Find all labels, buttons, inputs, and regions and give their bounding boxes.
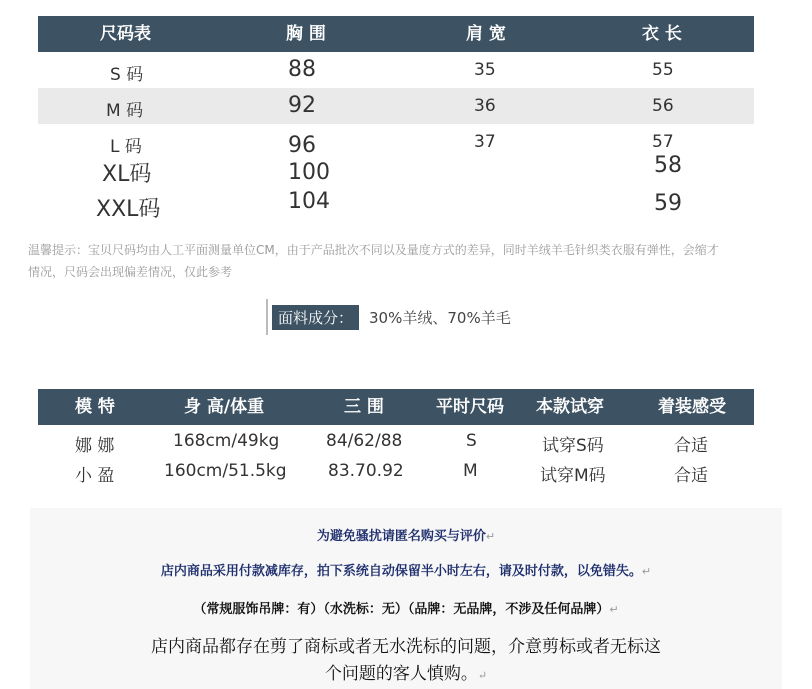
model-cell: 合适 (674, 436, 708, 456)
model-cell: 84/62/88 (326, 431, 403, 451)
fabric-label: 面料成分： (272, 305, 359, 330)
notice-labels-line2 (0, 659, 812, 684)
size-table-header (38, 16, 754, 52)
size-note-line1: 温馨提示：宝贝尺码均由人工平面测量单位CM，由于产品批次不同以及量度方式的差异，同时羊绒羊毛针织类衣服有弹性，会缩才 (28, 243, 719, 257)
size-cell: 96 (288, 133, 316, 158)
size-cell: L 码 (110, 137, 142, 157)
size-cell: 58 (654, 153, 682, 178)
size-header-length: 衣 长 (642, 24, 682, 44)
model-header-tried-size: 本款试穿 (536, 397, 604, 417)
model-cell: 娜 娜 (75, 436, 115, 456)
model-cell: M (463, 461, 478, 481)
notice-tags (0, 598, 812, 617)
model-cell: 合适 (674, 466, 708, 486)
return-mark: ↵ (641, 565, 652, 578)
size-cell: 35 (474, 60, 496, 80)
size-cell: XXL码 (96, 197, 161, 222)
size-cell: 57 (652, 132, 674, 152)
notice-payment-text: 店内商品采用付款减库存，拍下系统自动保留半小时左右，请及时付款，以免错失。 (160, 564, 642, 579)
notice-payment (0, 560, 812, 579)
model-cell: 83.70.92 (328, 461, 404, 481)
size-cell: 37 (474, 132, 496, 152)
size-header-size: 尺码表 (100, 24, 151, 44)
notice-tags-text: （常规服饰吊牌：有）（水洗标：无）（品牌：无品牌，不涉及任何品牌） (193, 602, 610, 617)
model-cell: 小 盈 (75, 466, 115, 486)
return-mark: ↵ (477, 669, 488, 682)
model-cell: 168cm/49kg (173, 431, 280, 451)
model-header-fit: 着装感受 (658, 397, 726, 417)
model-header-height-weight: 身 高/体重 (184, 397, 265, 417)
fabric-value: 30%羊绒、70%羊毛 (369, 308, 511, 327)
notice-labels (0, 632, 812, 684)
return-mark: ↵ (609, 603, 619, 616)
size-note (28, 241, 808, 280)
size-cell: 55 (652, 60, 674, 80)
size-header-chest: 胸 围 (286, 24, 326, 44)
size-cell: 56 (652, 96, 674, 116)
size-cell: 92 (288, 93, 316, 118)
size-cell: 88 (288, 57, 316, 82)
model-table-header (38, 389, 754, 425)
notice-labels-line1: 店内商品都存在剪了商标或者无水洗标的问题，介意剪标或者无标这 (151, 637, 661, 657)
model-cell: 试穿S码 (542, 436, 604, 456)
fabric-composition (266, 299, 511, 335)
model-cell: 试穿M码 (540, 466, 606, 486)
return-mark: ↵ (485, 530, 496, 543)
model-header-usual-size: 平时尺码 (436, 397, 504, 417)
size-cell: XL码 (102, 162, 152, 187)
model-header-model: 模 特 (75, 397, 115, 417)
size-header-shoulder: 肩 宽 (466, 24, 506, 44)
model-cell: S (466, 431, 477, 451)
size-cell: S 码 (110, 65, 144, 85)
size-cell: 36 (474, 96, 496, 116)
size-note-line2: 情况，尺码会出现偏差情况，仅此参考 (28, 265, 233, 279)
notice-anonymous (0, 525, 812, 544)
notice-anonymous-text: 为避免骚扰请匿名购买与评价 (316, 529, 486, 544)
size-cell: 104 (288, 189, 330, 214)
model-cell: 160cm/51.5kg (164, 461, 287, 481)
size-cell: 100 (288, 160, 330, 185)
notice-labels-line2-text: 个问题的客人慎购。 (324, 664, 478, 684)
size-cell: M 码 (106, 101, 144, 121)
size-cell: 59 (654, 191, 682, 216)
model-header-measurements: 三 围 (344, 397, 384, 417)
size-row-m-bg (38, 88, 754, 124)
